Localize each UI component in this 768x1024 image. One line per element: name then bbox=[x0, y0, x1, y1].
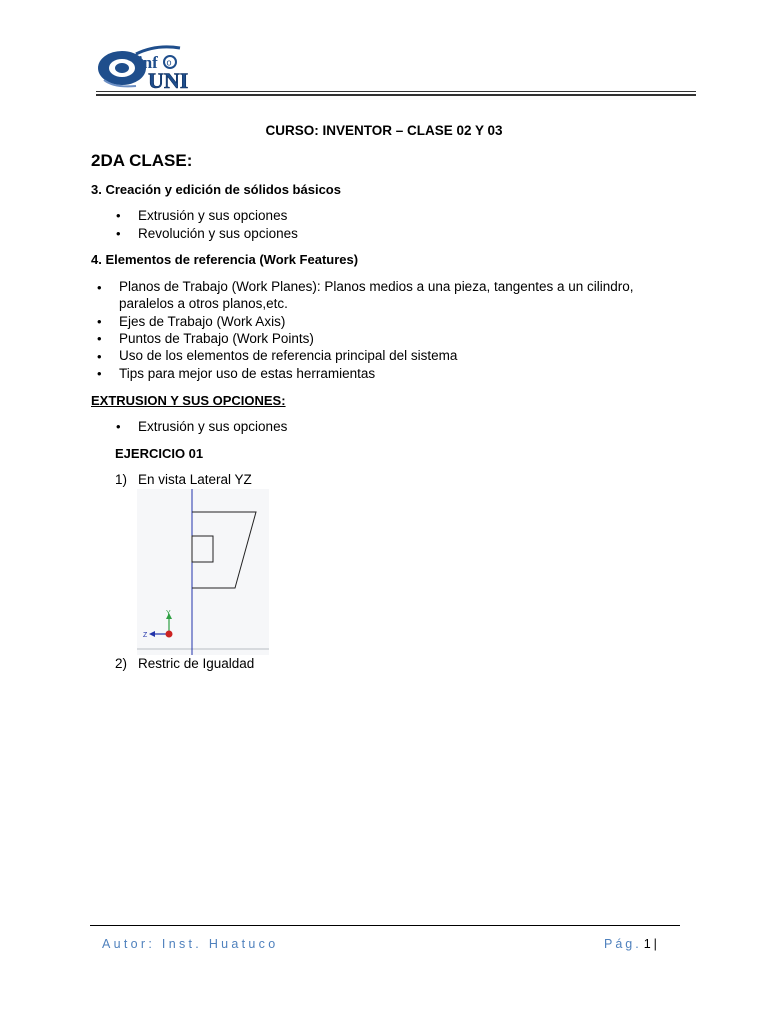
topic4-item: Tips para mejor uso de estas herramientas bbox=[119, 366, 376, 381]
footer-page bbox=[604, 937, 657, 951]
page-label: Pág. bbox=[604, 937, 642, 951]
extrusion-heading: EXTRUSION Y SUS OPCIONES: bbox=[91, 393, 286, 408]
sketch-diagram bbox=[137, 489, 269, 655]
footer-rule bbox=[90, 925, 680, 926]
bullet-glyph: • bbox=[116, 226, 121, 241]
step-2-text: Restric de Igualdad bbox=[138, 656, 255, 671]
bullet-glyph: • bbox=[97, 366, 102, 381]
header-rule-thin bbox=[96, 91, 696, 92]
logo-text-o: o bbox=[166, 57, 172, 68]
topic4-item-continuation: paralelos a otros planos,etc. bbox=[119, 296, 288, 311]
bullet-glyph: • bbox=[97, 349, 102, 364]
z-axis-label: Z bbox=[143, 632, 148, 639]
sketch-svg bbox=[137, 489, 269, 655]
logo-graphic bbox=[96, 42, 206, 92]
section-title: 2DA CLASE: bbox=[91, 151, 193, 170]
topic4-item: Ejes de Trabajo (Work Axis) bbox=[119, 314, 286, 329]
topic4-item: Uso de los elementos de referencia principal del sistema bbox=[119, 348, 458, 363]
course-title: CURSO: INVENTOR – CLASE 02 Y 03 bbox=[265, 123, 503, 138]
origin-point bbox=[166, 631, 173, 638]
topic3-heading: 3. Creación y edición de sólidos básicos bbox=[91, 182, 341, 197]
infouni-logo bbox=[96, 42, 206, 92]
topic4-item: Planos de Trabajo (Work Planes): Planos medios a una pieza, tangentes a un cilindro, bbox=[119, 279, 634, 294]
page-separator: | bbox=[653, 937, 657, 951]
logo-text-inf: inf bbox=[138, 53, 158, 72]
bullet-glyph: • bbox=[97, 331, 102, 346]
bullet-glyph: • bbox=[116, 208, 121, 223]
bullet-glyph: • bbox=[97, 314, 102, 329]
topic4-item: Puntos de Trabajo (Work Points) bbox=[119, 331, 314, 346]
step-number: 2) bbox=[115, 656, 128, 671]
topic3-item: Extrusión y sus opciones bbox=[138, 208, 288, 223]
footer-author: Autor: Inst. Huatuco bbox=[102, 937, 279, 951]
step-number: 1) bbox=[115, 472, 128, 487]
topic4-heading: 4. Elementos de referencia (Work Features) bbox=[91, 252, 359, 267]
step-1-text: En vista Lateral YZ bbox=[138, 472, 252, 487]
page-number: 1 bbox=[643, 937, 651, 951]
y-axis-label: Y bbox=[166, 610, 171, 617]
topic3-item: Revolución y sus opciones bbox=[138, 226, 298, 241]
logo-text-uni: UNI bbox=[148, 68, 189, 92]
header-rule-thick bbox=[96, 94, 696, 96]
extrusion-item: Extrusión y sus opciones bbox=[138, 419, 288, 434]
bullet-glyph: • bbox=[97, 280, 102, 295]
exercise-title: EJERCICIO 01 bbox=[115, 446, 204, 461]
bullet-glyph: • bbox=[116, 419, 121, 434]
